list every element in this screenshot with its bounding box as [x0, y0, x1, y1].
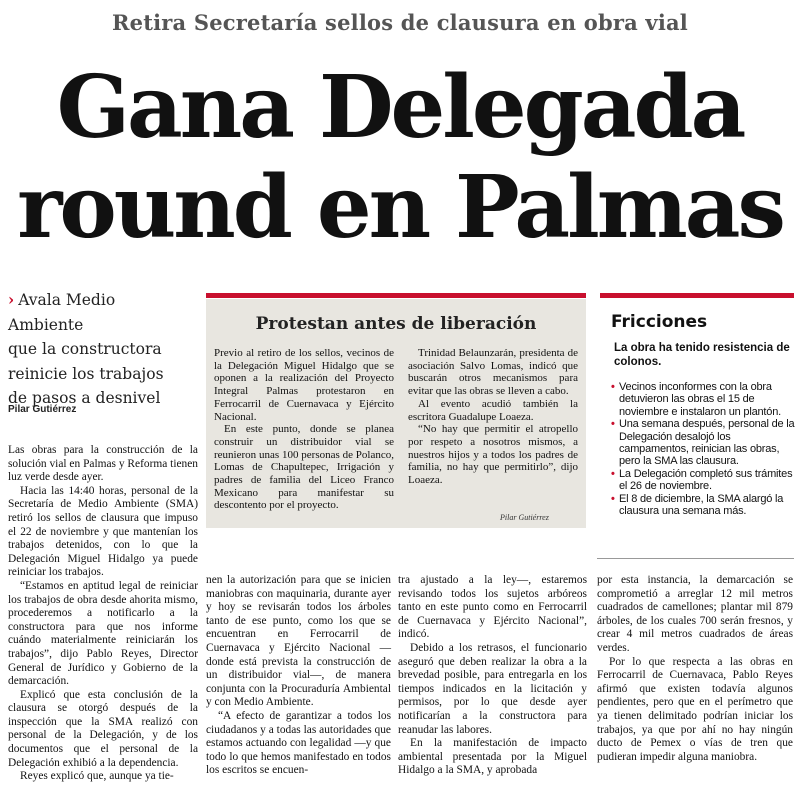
deck-line: que la constructora	[8, 340, 162, 358]
body-column-2	[206, 574, 391, 778]
paragraph: Al evento acudió también la escritora Guadalupe Loaeza.	[408, 397, 578, 423]
paragraph: Trinidad Belaunzarán, presidenta de asociación Salvo Lomas, indicó que buscarán otros mecanismos para evitar que las obras se lleven a cabo.	[408, 347, 578, 398]
sidebar-title: Fricciones	[611, 312, 708, 332]
body-column-4	[597, 574, 793, 764]
byline: Pilar Gutiérrez	[8, 404, 77, 415]
paragraph: “No hay que permitir el atropello por respeto a nosotros mismos, a nuestros hijos y a todos los padres de familia, no hay que permitirlo”, dijo Loaeza.	[408, 423, 578, 487]
bullet-icon: •	[611, 381, 615, 393]
paragraph: “A efecto de garantizar a todos los ciudadanos y a todas las autoridades que estamos actuando con legalidad —y que todo lo que hemos manifestado en todos los escritos se encuen-	[206, 709, 391, 777]
sidebar-subtitle: La obra ha tenido resistencia de colonos.	[614, 342, 790, 368]
paragraph: Las obras para la construcción de la solución vial en Palmas y Reforma tienen luz verde desde ayer.	[8, 444, 198, 484]
sidebox-title: Protestan antes de liberación	[255, 314, 537, 334]
deck-line: reinicie los trabajos	[8, 364, 164, 383]
sidebox-column-1	[214, 347, 394, 512]
list-item: • Una semana después, personal de la Delegación desalojó los campamentos, reinician las obras, pero la SMA las clausura.	[611, 418, 795, 468]
deck-arrow-icon: ›	[8, 290, 15, 309]
list-item: • El 8 de diciembre, la SMA alargó la clausura una semana más.	[611, 492, 784, 518]
bullet-icon: •	[611, 492, 615, 505]
paragraph: nen la autorización para que se inicien maniobras con maquinaria, durante ayer y hoy se revisarán todos los árboles tanto de ese punto, como los que se encuentran en Ferrocarril de Cuernavaca y Ejército Nacional —donde está prevista la construcción de un distribuidor vial—, de manera conjunta con la Procuraduría Ambiental y con Medio Ambiente.	[206, 574, 391, 709]
paragraph: Por lo que respecta a las obras en Ferrocarril de Cuernavaca, Pablo Reyes afirmó que existen todavía algunos pendientes, pero que en el perímetro que ya tienen delimitado podrían iniciar los trabajos, ya que por ahí no hay ningún ducto de Pemex o vías de tren que pudieran impedir alguna maniobra.	[597, 655, 793, 763]
paragraph: Previo al retiro de los sellos, vecinos de la Delegación Miguel Hidalgo que se oponen a la realización del Proyecto Integral Palmas protestaron en Ferrocarril de Cuernavaca y Ejército Nacional.	[214, 347, 394, 423]
paragraph: “Estamos en aptitud legal de reiniciar los trabajos de obra desde ahorita mismo, procederemos a notificarlo a la constructora para que nos informe cuándo materialmente reiniciarán los trabajos”, dijo Pablo Reyes, Director General de Jurídico y Gobierno de la demarcación.	[8, 579, 198, 688]
paragraph: En la manifestación de impacto ambiental presentada por la Miguel Hidalgo a la SMA, y aprobada	[398, 737, 587, 777]
bullet-icon: •	[611, 418, 615, 431]
box-accent-bar	[206, 293, 586, 298]
deck	[8, 288, 188, 411]
paragraph: por esta instancia, la demarcación se comprometió a arreglar 12 mil metros cuadrados de camellones; plantar mil 879 árboles, de los cuales 700 serán fresnos, y crear 4 mil metros cuadrados de áreas verdes.	[597, 574, 793, 654]
list-item: • La Delegación completó sus trámites el 26 de noviembre.	[611, 467, 793, 493]
paragraph: Explicó que esta conclusión de la clausura se otorgó después de la inspección que la SMA realizó con personal de la Delegación, y de los documentos que el personal de la Delegación exhibió a la dependencia.	[8, 688, 198, 769]
list-item: • Vecinos inconformes con la obra detuvieron las obras el 15 de noviembre e instalaron un plantón.	[611, 381, 781, 418]
body-column-3	[398, 574, 587, 778]
headline-line-1: Gana Delegada	[56, 57, 744, 158]
body-column-1	[8, 444, 198, 784]
paragraph: Debido a los retrasos, el funcionario aseguró que deben realizar la obra a la brevedad posible, para entregarla en los tiempos indicados en la licitación y permisos, por lo que desde ayer notificarían a la constructora para reanudar las labores.	[398, 641, 587, 736]
headline	[0, 58, 800, 258]
sidebar-list	[611, 381, 796, 517]
headline-line-2: round en Palmas	[17, 157, 783, 258]
paragraph: Hacia las 14:40 horas, personal de la Secretaría de Medio Ambiente (SMA) retiró los sellos de clausura que impuso el 22 de noviembre y que mantenían los trabajos detenidos, con lo que la Delegación Miguel Hidalgo ya puede reiniciar los trabajos.	[8, 484, 198, 579]
sidebox-column-2	[408, 347, 578, 487]
sidebox-credit: Pilar Gutiérrez	[500, 513, 549, 522]
sidebar-divider	[597, 558, 794, 559]
bullet-icon: •	[611, 467, 615, 480]
paragraph: Reyes explicó que, aunque ya tie-	[20, 770, 174, 783]
paragraph: tra ajustado a la ley—, estaremos revisando todos los sujetos arbóreos tanto en este punto como en Ferrocarril de Cuernavaca y Ejército Nacional”, indicó.	[398, 574, 587, 641]
paragraph: En este punto, donde se planea construir un distribuidor vial se reunieron unas 100 personas de Polanco, Lomas de Chapultepec, Irrigación y padres de familia del Liceo Franco Mexicano para manifestar su descontento por el proyecto.	[214, 423, 394, 512]
kicker: Retira Secretaría sellos de clausura en obra vial	[111, 10, 688, 35]
deck-line: Avala Medio Ambiente	[8, 291, 116, 334]
sidebar-accent-bar	[600, 293, 794, 298]
deck-line: de pasos a desnivel	[8, 389, 161, 407]
